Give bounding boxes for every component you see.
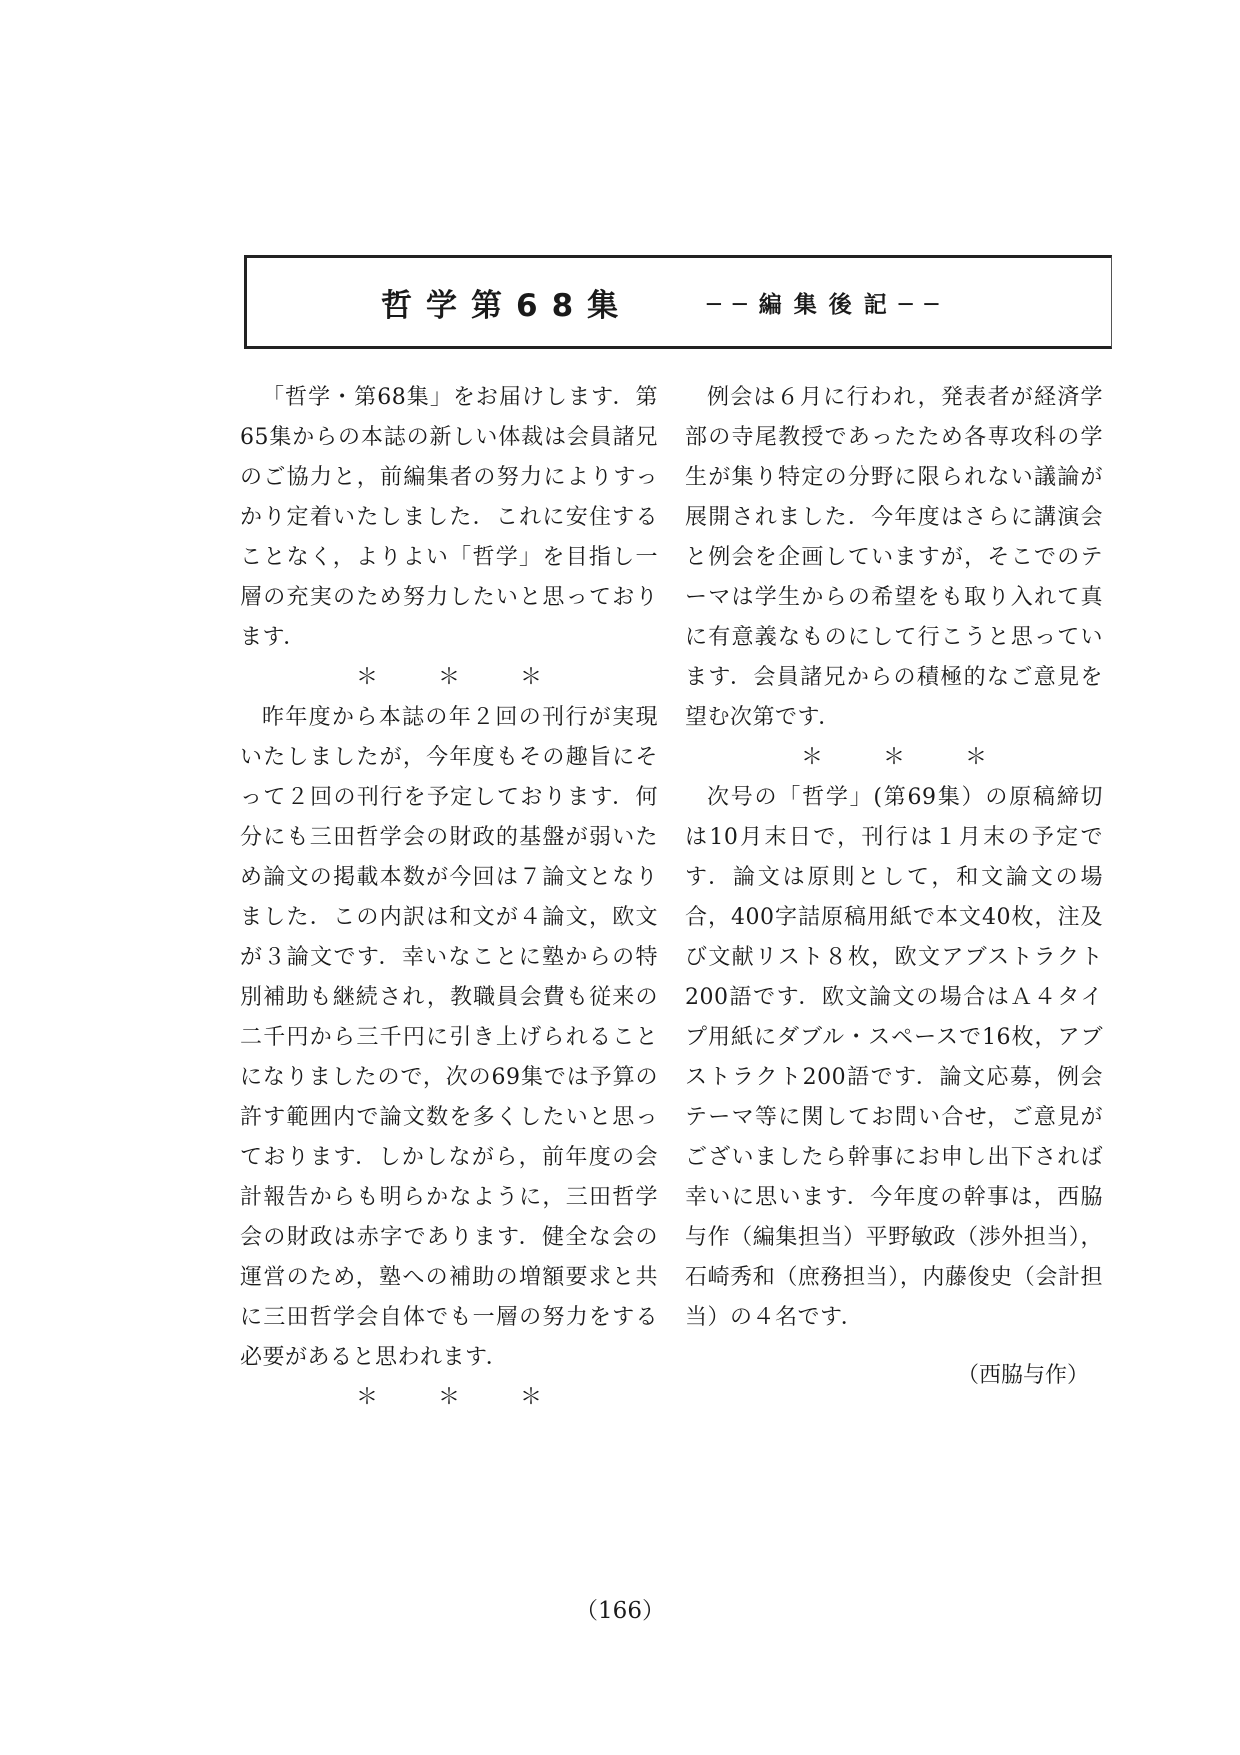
- paragraph-intro: 「哲学・第68集」をお届けします．第65集からの本誌の新しい体裁は会員諸兄のご協力と，前編集者の努力によりすっかり定着いたしました．これに安住することなく，よりよい「哲学」を目指し一層の充実のため努力したいと思っております．: [240, 385, 658, 650]
- section-separator: ＊＊＊: [355, 665, 602, 690]
- section-separator: ＊＊＊: [355, 1385, 602, 1410]
- left-column: [240, 378, 658, 1418]
- paragraph-next-issue: 次号の「哲学」(第69集）の原稿締切は10月末日で，刊行は１月末の予定です．論文は原則として，和文論文の場合，400字詰原稿用紙で本文40枚，注及び文献リスト８枚，欧文アブストラクト200語です．欧文論文の場合はＡ４タイプ用紙にダブル・スペースで16枚，アブストラクト200語です．論文応募，例会テーマ等に関してお問い合せ，ご意見がございましたら幹事にお申し出下されば幸いに思います．今年度の幹事は，西脇与作（編集担当）平野敏政（渉外担当），石崎秀和（庶務担当），内藤俊史（会計担当）の４名です．: [685, 785, 1103, 1330]
- author-signature: （西脇与作）: [956, 1363, 1089, 1388]
- right-column: [685, 378, 1103, 1396]
- page-subtitle: ──編集後記──: [707, 292, 951, 318]
- paragraph-meeting: 例会は６月に行われ，発表者が経済学部の寺尾教授であったため各専攻科の学生が集り特定の分野に限られない議論が展開されました．今年度はさらに講演会と例会を企画していますが，そこでのテーマは学生からの希望をも取り入れて真に有意義なものにして行こうと思っています．会員諸兄からの積極的なご意見を望む次第です．: [685, 385, 1103, 730]
- page-number: （166）: [575, 1598, 665, 1624]
- title-box: [244, 255, 1112, 349]
- section-separator: ＊＊＊: [800, 745, 1047, 770]
- page-title: 哲学第68集: [381, 288, 633, 324]
- paragraph-publication: 昨年度から本誌の年２回の刊行が実現いたしましたが，今年度もその趣旨にそって２回の刊行を予定しております．何分にも三田哲学会の財政的基盤が弱いため論文の掲載本数が今回は７論文となりました．この内訳は和文が４論文，欧文が３論文です．幸いなことに塾からの特別補助も継続され，教職員会費も従来の二千円から三千円に引き上げられることになりましたので，次の69集では予算の許す範囲内で論文数を多くしたいと思っております．しかしながら，前年度の会計報告からも明らかなように，三田哲学会の財政は赤字であります．健全な会の運営のため，塾への補助の増額要求と共に三田哲学会自体でも一層の努力をする必要があると思われます．: [240, 705, 658, 1370]
